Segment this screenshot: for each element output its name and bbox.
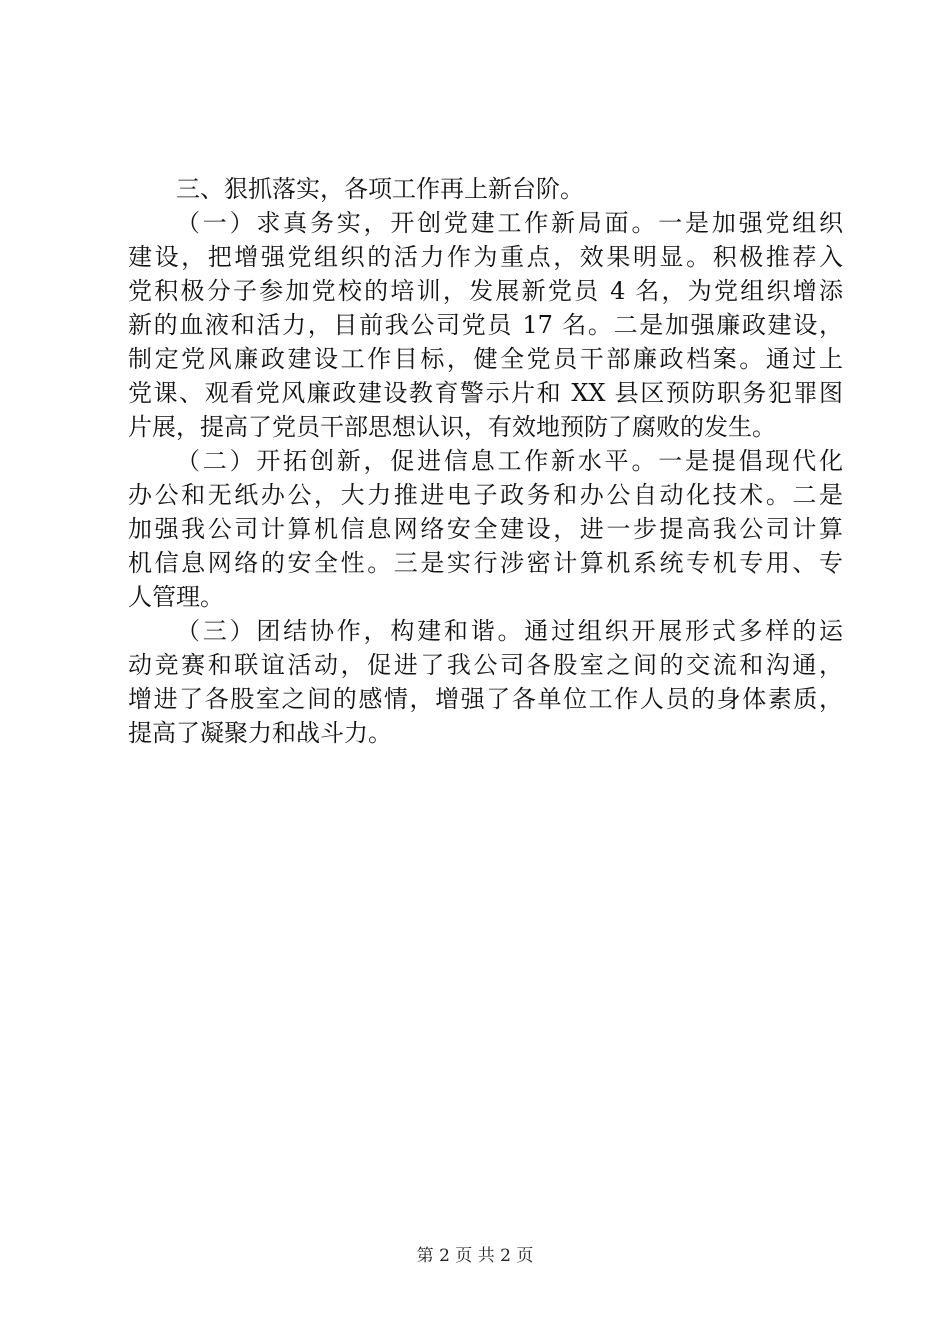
paragraph-line: 片展，提高了党员干部思想认识，有效地预防了腐败的发生。 — [128, 413, 776, 441]
paragraph-line: 制定党风廉政建设工作目标，健全党员干部廉政档案。通过上 — [128, 345, 843, 373]
paragraph-line: （二）开拓创新，促进信息工作新水平。一是提倡现代化 — [176, 447, 843, 475]
paragraph-line: 动竞赛和联谊活动，促进了我公司各股室之间的交流和沟通， — [128, 651, 843, 679]
paragraph-line: 提高了凝聚力和战斗力。 — [128, 719, 392, 747]
paragraph-line: 党积极分子参加党校的培训，发展新党员 4 名，为党组织增添 — [128, 277, 843, 305]
paragraph-line: 机信息网络的安全性。三是实行涉密计算机系统专机专用、专 — [128, 549, 843, 577]
paragraph-line: （一）求真务实，开创党建工作新局面。一是加强党组织 — [176, 209, 843, 237]
section-heading: 三、狠抓落实，各项工作再上新台阶。 — [176, 175, 584, 203]
page-footer: 第 2 页 共 2 页 — [416, 1246, 534, 1266]
paragraph-line: 人管理。 — [128, 583, 224, 611]
paragraph-line: 党课、观看党风廉政建设教育警示片和 XX 县区预防职务犯罪图 — [128, 379, 843, 407]
paragraph-line: 增进了各股室之间的感情，增强了各单位工作人员的身体素质， — [128, 685, 843, 713]
paragraph-line: 办公和无纸办公，大力推进电子政务和办公自动化技术。二是 — [128, 481, 843, 509]
paragraph-line: （三）团结协作，构建和谐。通过组织开展形式多样的运 — [176, 617, 843, 645]
paragraph-line: 建设，把增强党组织的活力作为重点，效果明显。积极推荐入 — [128, 243, 843, 271]
paragraph-line: 加强我公司计算机信息网络安全建设，进一步提高我公司计算 — [128, 515, 843, 543]
paragraph-line: 新的血液和活力，目前我公司党员 17 名。二是加强廉政建设， — [128, 311, 843, 339]
